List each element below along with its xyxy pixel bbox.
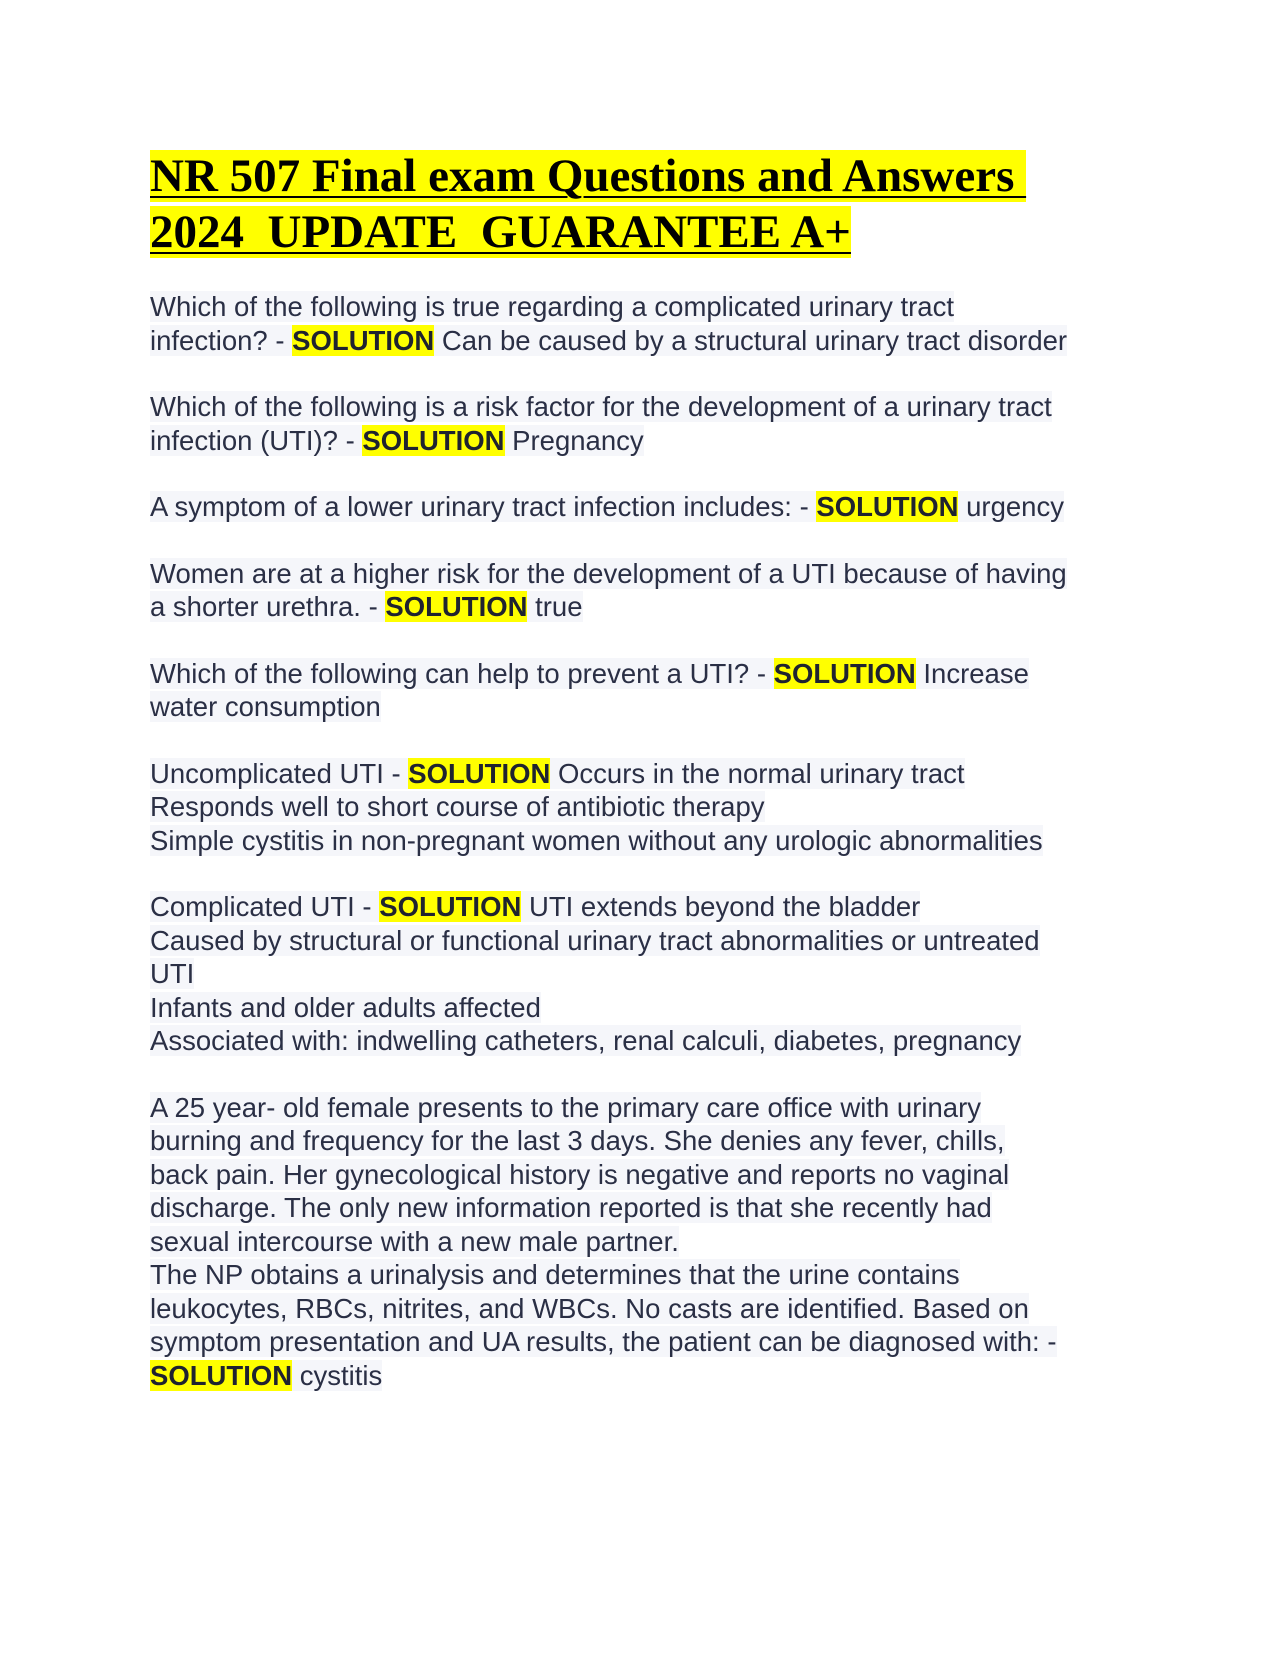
qa-text: A 25 year- old female presents to the primary care office with urinary xyxy=(150,1091,981,1123)
answer-text: urgency xyxy=(958,491,1064,522)
qa-line xyxy=(150,1191,1130,1225)
qa-line xyxy=(150,324,1130,358)
question-text: infection (UTI)? - xyxy=(150,424,363,456)
qa-line xyxy=(150,957,1130,991)
answer-text: Occurs in the normal urinary tract xyxy=(550,757,965,789)
qa-line xyxy=(150,690,1130,724)
qa-text: Simple cystitis in non-pregnant women without any urologic abnormalities xyxy=(150,824,1043,856)
qa-line xyxy=(150,557,1130,591)
qa-text: burning and frequency for the last 3 days. She denies any fever, chills, xyxy=(150,1125,1005,1156)
answer-text: true xyxy=(527,591,583,622)
qa-line xyxy=(150,424,1130,458)
qa-text: UTI xyxy=(150,958,195,989)
document-title xyxy=(150,148,1130,260)
qa-line xyxy=(150,290,1130,324)
qa-text: discharge. The only new information reported is that she recently had xyxy=(150,1192,992,1223)
answer-text: Increase xyxy=(915,657,1029,689)
question-text: Complicated UTI - xyxy=(150,891,380,922)
qa-text: Associated with: indwelling catheters, renal calculi, diabetes, pregnancy xyxy=(150,1025,1022,1056)
question-text: Uncomplicated UTI - xyxy=(150,757,409,789)
answer-text: UTI extends beyond the bladder xyxy=(521,891,921,922)
solution-label: SOLUTION xyxy=(408,757,551,789)
solution-label: SOLUTION xyxy=(816,491,959,522)
question-text: Which of the following can help to prevent a UTI? - xyxy=(150,657,774,689)
qa-line xyxy=(150,390,1130,424)
qa-item xyxy=(150,290,1130,357)
qa-text: Which of the following is a risk factor for the development of a urinary tract xyxy=(150,391,1052,422)
qa-text: Women are at a higher risk for the development of a UTI because of having xyxy=(150,557,1067,589)
answer-text: Pregnancy xyxy=(504,424,644,456)
qa-line xyxy=(150,1359,1130,1393)
question-text: infection? - xyxy=(150,324,293,356)
solution-label: SOLUTION xyxy=(379,891,522,922)
qa-line xyxy=(150,1292,1130,1326)
qa-text: water consumption xyxy=(150,691,381,722)
qa-line xyxy=(150,991,1130,1025)
document-page xyxy=(150,148,1130,1425)
qa-list xyxy=(150,290,1130,1392)
qa-line xyxy=(150,1158,1130,1192)
qa-line xyxy=(150,924,1130,958)
question-text: a shorter urethra. - xyxy=(150,591,386,622)
question-text: A symptom of a lower urinary tract infection includes: - xyxy=(150,491,817,522)
qa-item xyxy=(150,557,1130,624)
qa-line xyxy=(150,590,1130,624)
solution-label: SOLUTION xyxy=(362,424,505,456)
qa-item xyxy=(150,890,1130,1058)
qa-line xyxy=(150,890,1130,924)
qa-item xyxy=(150,657,1130,724)
qa-text: The NP obtains a urinalysis and determines that the urine contains xyxy=(150,1259,960,1290)
solution-label: SOLUTION xyxy=(773,657,916,689)
solution-label: SOLUTION xyxy=(150,1359,293,1391)
qa-line xyxy=(150,1325,1130,1359)
qa-item xyxy=(150,490,1130,524)
qa-line xyxy=(150,1225,1130,1259)
qa-text: Responds well to short course of antibiotic therapy xyxy=(150,791,765,822)
qa-line xyxy=(150,790,1130,824)
qa-text: back pain. Her gynecological history is negative and reports no vaginal xyxy=(150,1158,1010,1190)
answer-text: cystitis xyxy=(292,1359,383,1391)
qa-line xyxy=(150,1091,1130,1125)
title-line-2: 2024 UPDATE GUARANTEE A+ xyxy=(150,206,851,258)
qa-line xyxy=(150,1258,1130,1292)
qa-line xyxy=(150,490,1130,524)
qa-item xyxy=(150,1091,1130,1393)
qa-line xyxy=(150,757,1130,791)
qa-text: leukocytes, RBCs, nitrites, and WBCs. No casts are identified. Based on xyxy=(150,1292,1029,1324)
qa-line xyxy=(150,657,1130,691)
qa-text: Caused by structural or functional urinary tract abnormalities or untreated xyxy=(150,924,1040,956)
qa-text: sexual intercourse with a new male partner. xyxy=(150,1225,679,1257)
qa-line xyxy=(150,1024,1130,1058)
qa-text: Which of the following is true regarding a complicated urinary tract xyxy=(150,291,954,322)
qa-text: Infants and older adults affected xyxy=(150,991,541,1023)
solution-label: SOLUTION xyxy=(385,591,528,622)
qa-line xyxy=(150,824,1130,858)
qa-item xyxy=(150,390,1130,457)
qa-item xyxy=(150,757,1130,858)
solution-label: SOLUTION xyxy=(292,324,435,356)
answer-text: Can be caused by a structural urinary tract disorder xyxy=(434,324,1068,356)
qa-text: symptom presentation and UA results, the patient can be diagnosed with: - xyxy=(150,1326,1057,1357)
title-line-1: NR 507 Final exam Questions and Answers xyxy=(150,150,1027,202)
qa-line xyxy=(150,1124,1130,1158)
